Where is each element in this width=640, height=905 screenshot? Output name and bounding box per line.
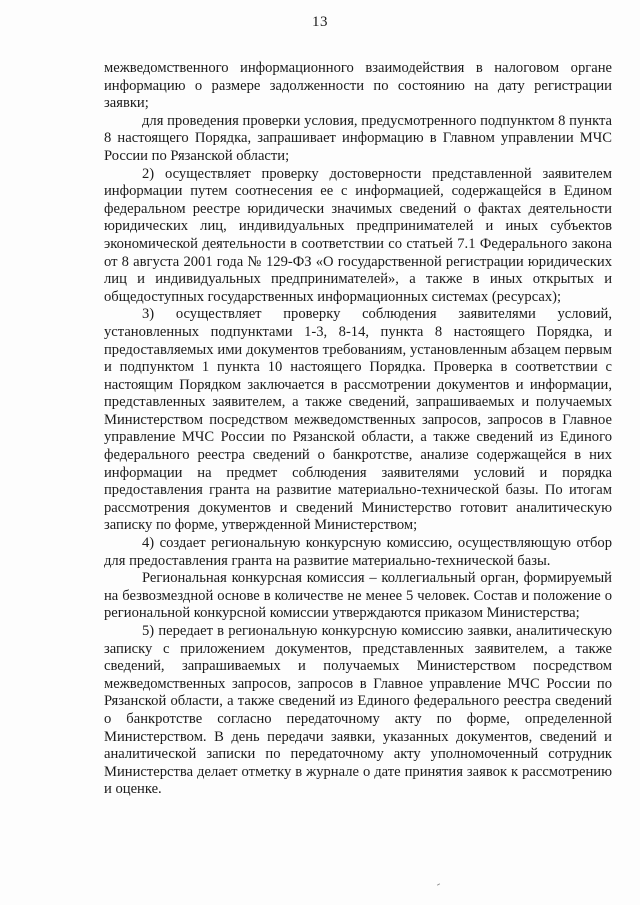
paragraph-item-4: 4) создает региональную конкурсную комиссию, осуществляющую отбор для предоставления гранта на развитие материально-технической базы.: [104, 535, 612, 569]
paragraph-item-2: 2) осуществляет проверку достоверности представленной заявителем информации путем соотнесения ее с информацией, содержащейся в Едином федеральном реестре юридически значимых сведений о фактах деятельности юридических лиц, индивидуальных предпринимателей и иных субъектов экономической деятельности в соответствии со статьей 7.1 Федерального закона от 8 августа 2001 года № 129-ФЗ «О государственной регистрации юридических лиц и индивидуальных предпринимателей», а также в иных открытых и общедоступных государственных информационных системах (ресурсах);: [104, 165, 612, 305]
paragraph-item-5: 5) передает в региональную конкурсную комиссию заявки, аналитическую записку с приложением документов, представленных заявителем, а также сведений, запрашиваемых и получаемых Министерством посредством межведомственных запросов, запросов в Главное управление МЧС России по Рязанской области, а также сведений из Единого федерального реестра сведений о банкротстве согласно передаточному акту по форме, определенной Министерством. В день передачи заявки, указанных документов, сведений и аналитической записки по передаточному акту уполномоченный сотрудник Министерства делает отметку в журнале о дате принятия заявок к рассмотрению и оценке.: [104, 623, 612, 798]
paragraph-check-condition: для проведения проверки условия, предусмотренного подпунктом 8 пункта 8 настоящего Порядка, запрашивает информацию в Главном управлении МЧС России по Рязанской области;: [104, 112, 612, 164]
paragraph-item-3: 3) осуществляет проверку соблюдения заявителями условий, установленных подпунктами 1-3, 8-14, пункта 8 настоящего Порядка, и предоставляемых ими документов требованиям, установленным абзацем первым и подпунктом 1 пункта 10 настоящего Порядка. Проверка в соответствии с настоящим Порядком заключается в рассмотрении документов и информации, представленных заявителем, а также сведений, запрашиваемых и получаемых Министерством посредством межведомственных запросов, запросов в Главное управление МЧС России по Рязанской области, а также сведений из Единого федерального реестра сведений о банкротстве, анализе содержащейся в них информации на предмет соблюдения заявителями условий и порядка предоставления гранта на развитие материально-технической базы. По итогам рассмотрения документов и сведений Министерство готовит аналитическую записку по форме, утвержденной Министерством;: [104, 306, 612, 534]
paragraph-commission: Региональная конкурсная комиссия – коллегиальный орган, формируемый на безвозмездной основе в количестве не менее 5 человек. Состав и положение о региональной конкурсной комиссии утверждаются приказом Министерства;: [104, 570, 612, 622]
document-body: [104, 60, 612, 799]
paragraph-continuation: межведомственного информационного взаимодействия в налоговом органе информацию о размере задолженности по состоянию на дату регистрации заявки;: [104, 60, 612, 112]
page-number: 13: [312, 14, 328, 30]
scan-speck: [437, 883, 440, 885]
